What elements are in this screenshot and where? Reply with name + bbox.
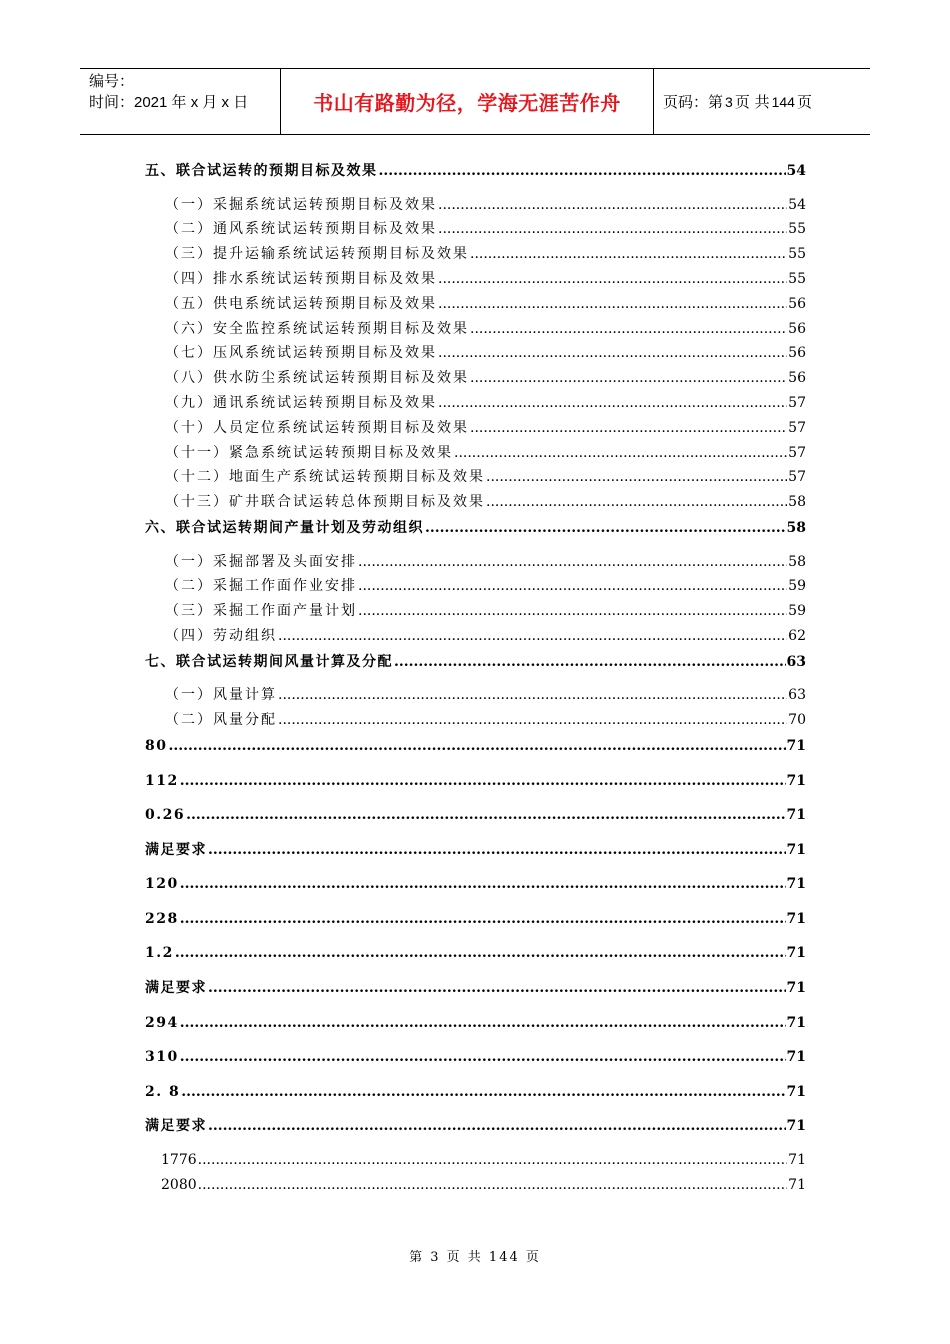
- toc-entry-title: （五）供电系统试运转预期目标及效果: [165, 295, 437, 312]
- toc-leader-dots: [394, 651, 786, 673]
- toc-entry-page: 71: [786, 807, 806, 824]
- header-page-suffix: 页: [796, 93, 812, 111]
- toc-leader-dots: [208, 977, 786, 999]
- toc-entry-page: 71: [786, 876, 806, 893]
- toc-entry-page: 56: [788, 345, 806, 362]
- toc-leader-dots: [470, 418, 787, 438]
- toc-leader-dots: [278, 710, 787, 730]
- toc-entry-page: 54: [786, 163, 806, 179]
- toc-entry-page: 71: [786, 772, 806, 789]
- toc-entry[interactable]: [145, 552, 806, 572]
- toc-leader-dots: [208, 839, 786, 861]
- toc-entry-page: 71: [786, 910, 806, 927]
- toc-entry[interactable]: [145, 1046, 806, 1068]
- toc-entry-title: 80: [145, 737, 168, 754]
- toc-leader-dots: [181, 1081, 785, 1103]
- toc-entry-page: 57: [788, 469, 806, 486]
- toc-entry-title: （二）风量分配: [165, 712, 277, 729]
- toc-entry-page: 63: [786, 653, 806, 670]
- toc-entry-title: （一）采掘系统试运转预期目标及效果: [165, 196, 437, 213]
- toc-entry-page: 71: [786, 1049, 806, 1066]
- toc-entry[interactable]: [145, 1012, 806, 1034]
- toc-leader-dots: [470, 244, 787, 264]
- toc-entry-page: 71: [788, 1176, 806, 1193]
- toc-entry[interactable]: [145, 343, 806, 363]
- toc-entry-title: 1776: [161, 1152, 197, 1169]
- toc-entry-title: （十二）地面生产系统试运转预期目标及效果: [165, 469, 485, 486]
- toc-leader-dots: [438, 269, 787, 289]
- toc-entry[interactable]: [145, 294, 806, 314]
- toc-entry[interactable]: [145, 368, 806, 388]
- toc-entry[interactable]: [145, 804, 806, 826]
- page-header: [80, 68, 870, 135]
- toc-entry-page: 71: [788, 1152, 806, 1169]
- toc-entry-title: （二）采掘工作面作业安排: [165, 578, 357, 595]
- toc-entry-title: （四）排水系统试运转预期目标及效果: [165, 270, 437, 287]
- toc-entry-title: 满足要求: [145, 841, 207, 858]
- toc-entry-title: 六、联合试运转期间产量计划及劳动组织: [145, 519, 424, 536]
- toc-entry[interactable]: [145, 393, 806, 413]
- toc-leader-dots: [438, 393, 787, 413]
- toc-leader-dots: [180, 908, 786, 930]
- toc-entry-page: 71: [786, 1083, 806, 1100]
- toc-entry-page: 56: [788, 295, 806, 312]
- toc-entry-title: 满足要求: [145, 980, 207, 997]
- toc-entry-page: 54: [788, 196, 806, 213]
- toc-entry-page: 71: [786, 980, 806, 997]
- toc-entry-page: 63: [788, 687, 806, 704]
- toc-entry-title: （十三）矿井联合试运转总体预期目标及效果: [165, 494, 485, 511]
- toc-leader-dots: [198, 1175, 788, 1195]
- toc-entry-page: 55: [788, 270, 806, 287]
- toc-leader-dots: [278, 685, 787, 705]
- toc-entry-page: 57: [788, 419, 806, 436]
- toc-entry[interactable]: [145, 770, 806, 792]
- toc-entry-title: （二）通风系统试运转预期目标及效果: [165, 221, 437, 238]
- toc-entry[interactable]: [145, 1081, 806, 1103]
- toc-entry[interactable]: [145, 418, 806, 438]
- header-page-info: [654, 69, 870, 134]
- toc-leader-dots: [358, 576, 787, 596]
- toc-leader-dots: [470, 368, 787, 388]
- toc-entry-page: 55: [788, 246, 806, 263]
- header-time-label: 时间：2021 年 x 月 x 日: [89, 94, 249, 111]
- toc-entry[interactable]: [145, 1175, 806, 1195]
- toc-entry-page: 57: [788, 394, 806, 411]
- toc-entry-title: （十）人员定位系统试运转预期目标及效果: [165, 419, 469, 436]
- toc-entry-title: （一）采掘部署及头面安排: [165, 553, 357, 570]
- toc-entry[interactable]: [145, 626, 806, 646]
- toc-entry-title: （七）压风系统试运转预期目标及效果: [165, 345, 437, 362]
- toc-entry[interactable]: [145, 517, 806, 539]
- toc-leader-dots: [486, 492, 787, 512]
- toc-leader-dots: [438, 195, 787, 215]
- toc-entry-title: 2080: [161, 1176, 197, 1193]
- toc-entry-title: 228: [145, 910, 179, 927]
- toc-entry[interactable]: [145, 908, 806, 930]
- toc-entry[interactable]: [145, 576, 806, 596]
- toc-leader-dots: [486, 467, 787, 487]
- toc-entry-page: 59: [788, 603, 806, 620]
- toc-entry[interactable]: [145, 219, 806, 239]
- toc-leader-dots: [358, 601, 787, 621]
- toc-entry-page: 58: [786, 519, 806, 536]
- toc-leader-dots: [208, 1115, 786, 1137]
- toc-entry-title: 120: [145, 876, 179, 893]
- header-page-current: 3: [725, 93, 733, 110]
- header-number-label: 编号：: [89, 73, 135, 90]
- toc-entry[interactable]: [145, 269, 806, 289]
- toc-leader-dots: [278, 626, 787, 646]
- toc-entry-title: （四）劳动组织: [165, 627, 277, 644]
- toc-entry-title: （八）供水防尘系统试运转预期目标及效果: [165, 370, 469, 387]
- toc-entry-title: （三）采掘工作面产量计划: [165, 603, 357, 620]
- toc-entry[interactable]: [145, 195, 806, 215]
- toc-leader-dots: [425, 517, 786, 539]
- toc-entry-page: 71: [786, 1014, 806, 1031]
- toc-entry-title: 294: [145, 1014, 179, 1031]
- toc-entry-title: 满足要求: [145, 1118, 207, 1135]
- toc-leader-dots: [180, 1012, 786, 1034]
- toc-entry-page: 70: [788, 712, 806, 729]
- toc-entry-page: 71: [786, 1118, 806, 1135]
- toc-leader-dots: [186, 804, 785, 826]
- toc-entry-title: （九）通讯系统试运转预期目标及效果: [165, 394, 437, 411]
- toc-entry[interactable]: [145, 735, 806, 757]
- toc-leader-dots: [358, 552, 787, 572]
- toc-entry[interactable]: [145, 710, 806, 730]
- toc-entry-page: 56: [788, 370, 806, 387]
- toc-leader-dots: [438, 343, 787, 363]
- table-of-contents: [145, 160, 806, 1200]
- toc-leader-dots: [175, 942, 786, 964]
- toc-entry-page: 59: [788, 578, 806, 595]
- toc-entry-page: 71: [786, 945, 806, 962]
- toc-entry[interactable]: [145, 601, 806, 621]
- toc-entry-title: （一）风量计算: [165, 687, 277, 704]
- toc-entry-title: （十一）紧急系统试运转预期目标及效果: [165, 444, 453, 461]
- toc-leader-dots: [180, 1046, 786, 1068]
- toc-entry-title: 2. 8: [145, 1083, 181, 1100]
- toc-leader-dots: [180, 873, 786, 895]
- toc-leader-dots: [180, 770, 786, 792]
- toc-leader-dots: [438, 219, 787, 239]
- toc-entry[interactable]: [145, 244, 806, 264]
- toc-entry-title: 1.2: [145, 945, 174, 962]
- toc-leader-dots: [438, 294, 787, 314]
- toc-leader-dots: [379, 160, 786, 182]
- header-slogan: 书山有路勤为径，学海无涯苦作舟: [281, 69, 654, 134]
- toc-entry[interactable]: [145, 1115, 806, 1137]
- toc-entry[interactable]: [145, 685, 806, 705]
- toc-entry-page: 62: [788, 627, 806, 644]
- toc-entry[interactable]: [145, 839, 806, 861]
- toc-entry-title: （三）提升运输系统试运转预期目标及效果: [165, 246, 469, 263]
- toc-entry[interactable]: [145, 492, 806, 512]
- header-page-mid: 页 共: [734, 93, 770, 111]
- header-page-prefix: 页码：第: [663, 93, 724, 111]
- toc-entry-title: 五、联合试运转的预期目标及效果: [145, 163, 378, 179]
- toc-entry-page: 58: [788, 553, 806, 570]
- toc-entry-title: 0.26: [145, 807, 186, 824]
- toc-entry-page: 55: [788, 221, 806, 238]
- toc-entry-title: 七、联合试运转期间风量计算及分配: [145, 653, 393, 670]
- toc-entry[interactable]: [145, 467, 806, 487]
- toc-entry[interactable]: [145, 1150, 806, 1170]
- toc-entry-title: 112: [145, 772, 179, 789]
- toc-entry-title: 310: [145, 1049, 179, 1066]
- toc-leader-dots: [198, 1150, 788, 1170]
- toc-leader-dots: [168, 735, 785, 757]
- toc-entry-page: 71: [786, 841, 806, 858]
- toc-entry[interactable]: [145, 942, 806, 964]
- page-footer: 第 3 页 共 144 页: [409, 1250, 541, 1265]
- toc-entry-title: （六）安全监控系统试运转预期目标及效果: [165, 320, 469, 337]
- toc-entry[interactable]: [145, 977, 806, 999]
- toc-entry[interactable]: [145, 873, 806, 895]
- toc-entry[interactable]: [145, 319, 806, 339]
- toc-leader-dots: [454, 443, 787, 463]
- header-meta: [80, 69, 281, 134]
- toc-entry-page: 71: [786, 737, 806, 754]
- toc-leader-dots: [470, 319, 787, 339]
- toc-entry[interactable]: [145, 443, 806, 463]
- toc-entry-page: 56: [788, 320, 806, 337]
- header-page-total: 144: [771, 93, 795, 110]
- toc-entry-page: 57: [788, 444, 806, 461]
- toc-entry[interactable]: [145, 651, 806, 673]
- toc-entry-page: 58: [788, 494, 806, 511]
- toc-entry[interactable]: [145, 160, 806, 182]
